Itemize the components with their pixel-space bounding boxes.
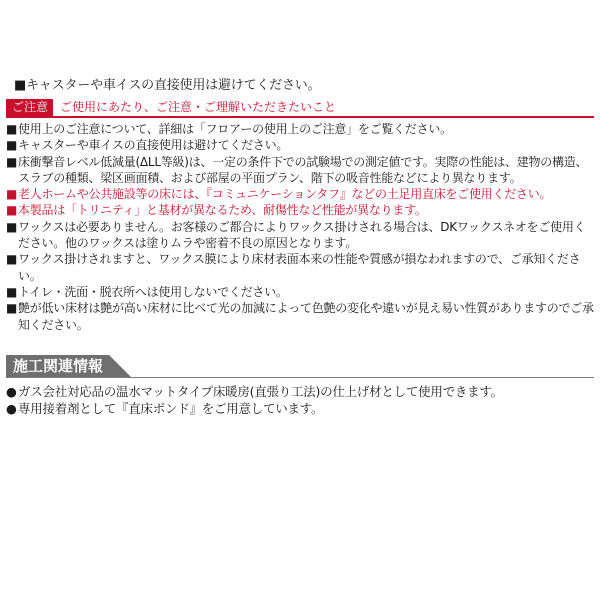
notice-tag: ご注意 [6, 99, 53, 116]
note-item [6, 284, 594, 300]
note-text: トイレ・洗面・脱衣所へは使用しないでください。 [18, 284, 288, 299]
install-item [6, 400, 594, 417]
square-bullet-icon: ■ [6, 203, 18, 218]
square-bullet-icon: ■ [6, 187, 18, 202]
square-bullet-icon: ■ [6, 301, 18, 316]
install-text: ガス会社対応品の温水マットタイプ床暖房(直張り工法)の仕上げ材として使用できます。 [18, 384, 503, 399]
circle-bullet-icon: ● [6, 401, 17, 416]
note-item [6, 121, 594, 137]
top-cut-line: ■キャスターや車イスの直接使用は避けてください。 [14, 78, 321, 93]
install-item [6, 383, 594, 400]
square-bullet-icon: ■ [6, 138, 18, 153]
note-text: 床衝撃音レベル低減量(ΔLL等級)は、一定の条件下での試験場での測定値です。実際の性能は、建物の構造、スラブの種類、梁区画面積、および部屋の平面プラン、階下の吸音性能などにより異なります。 [18, 154, 588, 185]
note-text: キャスターや車イスの直接使用は避けてください。 [18, 138, 289, 153]
note-text: 本製品は「トリニティ」と基材が異なるため、耐傷性など性能が異なります。 [18, 203, 427, 218]
install-text: 専用接着剤として『直床ボンド』をご用意しています。 [18, 401, 324, 416]
notice-header [6, 99, 594, 118]
note-item [6, 251, 594, 284]
section-slant-decoration [109, 355, 131, 377]
notice-subtitle: ご使用にあたり、ご注意・ご理解いただきたいこと [60, 100, 337, 114]
installation-list [6, 383, 594, 417]
square-bullet-icon: ■ [6, 154, 18, 169]
product-notes-page [6, 0, 594, 600]
note-item [6, 137, 594, 153]
note-item [6, 300, 594, 333]
caution-list [6, 121, 594, 333]
square-bullet-icon: ■ [6, 252, 18, 267]
note-text: 老人ホームや公共施設等の床には、『コミュニケーションタフ』などの土足用直床をご使用ください。 [18, 187, 552, 202]
note-text: 使用上のご注意について、詳細は「フロアーの使用上のご注意」をご覧ください。 [18, 122, 452, 136]
note-item [6, 154, 594, 187]
section-header [6, 355, 594, 378]
note-text: ワックスは必要ありません。お客様のご都合によりワックス掛けされる場合は、DKワックスネオをご使用ください。他のワックスは塗りムラや密着不良の原因となります。 [18, 219, 586, 251]
square-bullet-icon: ■ [6, 219, 18, 234]
note-item-important [6, 202, 594, 218]
square-bullet-icon: ■ [6, 284, 18, 299]
note-text: 艶が低い床材は艶が高い床材に比べて光の加減によって色艶の変化や違いが見え易い性質がありますのでご承知ください。 [18, 301, 594, 332]
note-text: ワックス掛けされますと、ワックス膜により床材表面本来の性能や質感が損なわれますので、ご承知ください。 [18, 252, 581, 283]
circle-bullet-icon: ● [6, 384, 17, 399]
section-title: 施工関連情報 [6, 355, 109, 377]
note-item-important [6, 186, 594, 202]
square-bullet-icon: ■ [6, 122, 18, 136]
note-item [6, 219, 594, 252]
